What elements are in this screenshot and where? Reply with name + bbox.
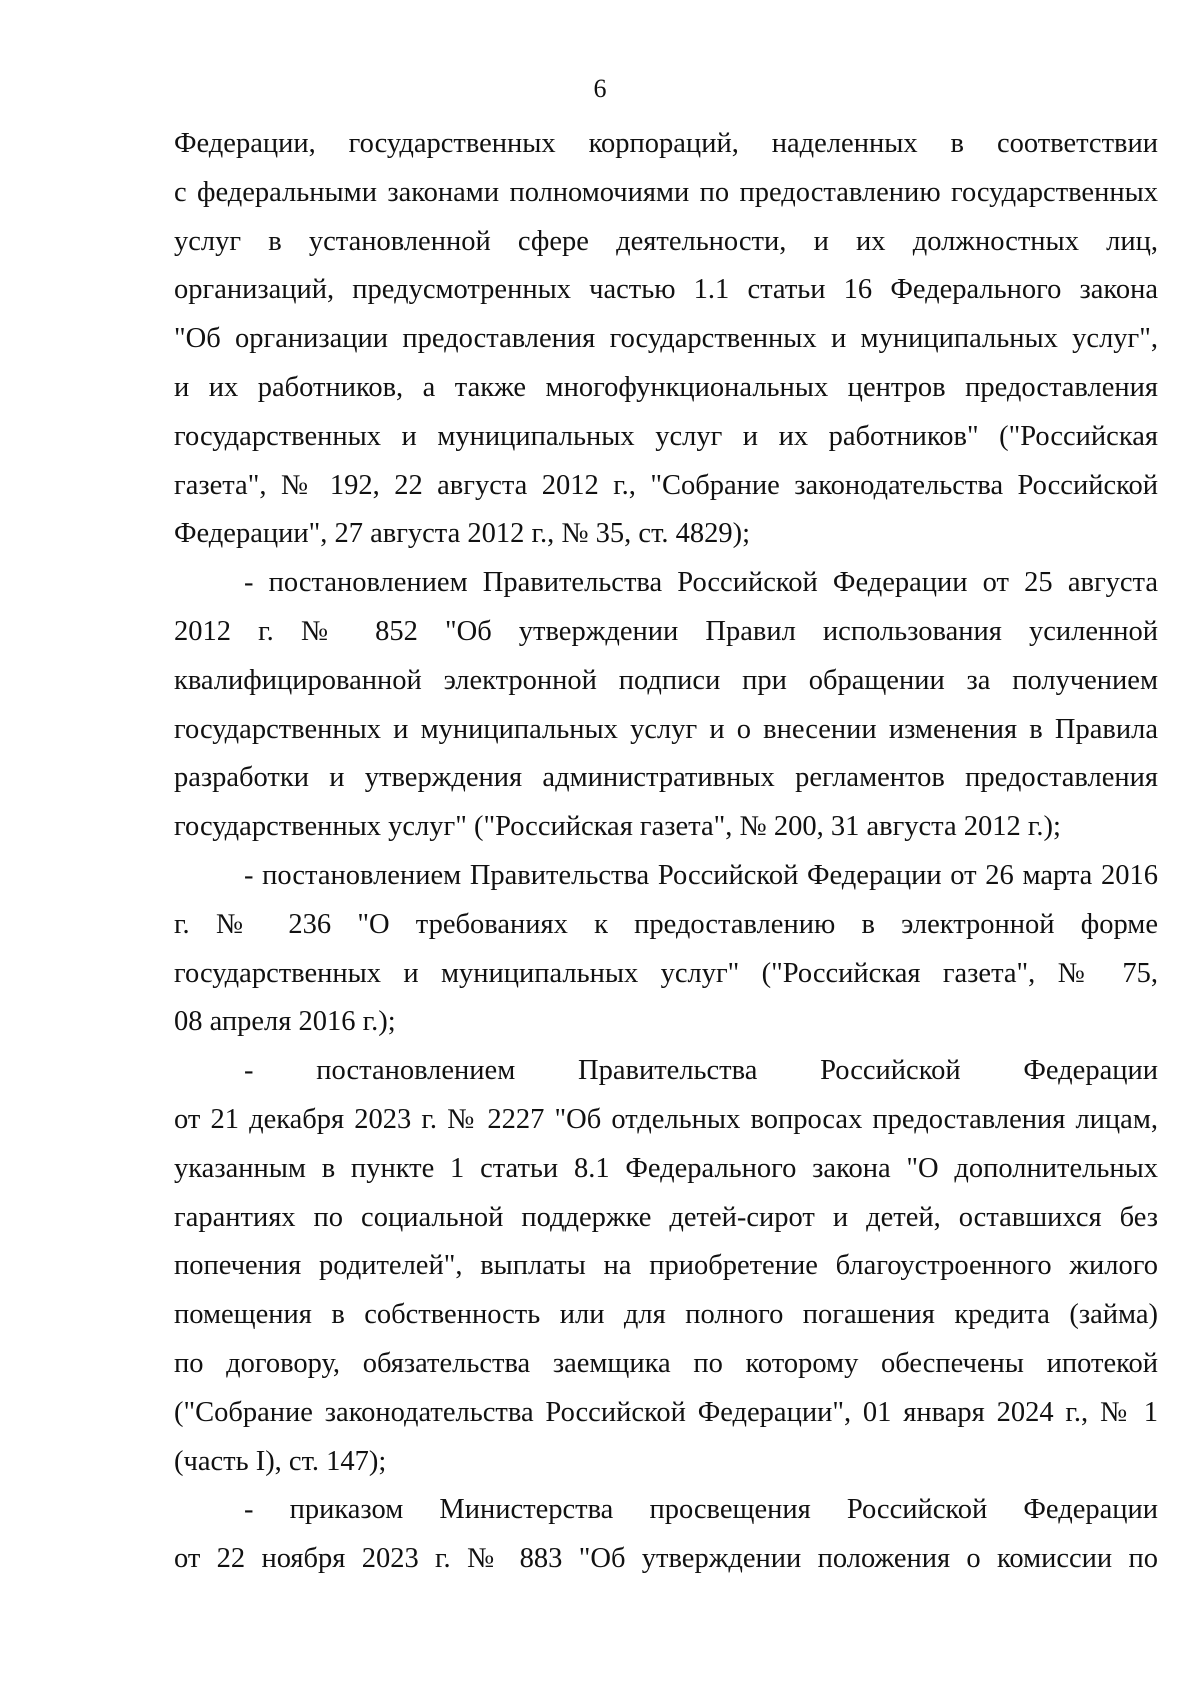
document-body (174, 120, 1158, 1584)
text-line: - приказом Министерства просвещения Российской Федерации (244, 1494, 1158, 1526)
text-line: газета", № 192, 22 августа 2012 г., "Собрание законодательства Российской (174, 469, 1158, 501)
page-number: 6 (593, 74, 607, 103)
text-line: - постановлением Правительства Российской Федерации (244, 1055, 1158, 1087)
text-line: Федерации", 27 августа 2012 г., № 35, ст. 4829); (174, 518, 751, 550)
text-line: "Об организации предоставления государственных и муниципальных услуг", (174, 323, 1158, 355)
text-line: 2012 г. № 852 "Об утверждении Правил использования усиленной (174, 615, 1158, 647)
text-line: г. № 236 "О требованиях к предоставлению в электронной форме (174, 908, 1158, 940)
text-line: помещения в собственность или для полного погашения кредита (займа) (174, 1299, 1158, 1331)
text-line: - постановлением Правительства Российской Федерации от 25 августа (244, 567, 1158, 599)
text-line: организаций, предусмотренных частью 1.1 статьи 16 Федерального закона (174, 274, 1158, 306)
text-line: государственных услуг" ("Российская газета", № 200, 31 августа 2012 г.); (174, 811, 1061, 843)
text-line: от 21 декабря 2023 г. № 2227 "Об отдельных вопросах предоставления лицам, (174, 1103, 1158, 1135)
text-line: попечения родителей", выплаты на приобретение благоустроенного жилого (174, 1250, 1158, 1282)
text-line: государственных и муниципальных услуг" ("Российская газета", № 75, (174, 957, 1158, 989)
text-line: и их работников, а также многофункциональных центров предоставления (174, 371, 1158, 403)
text-line: Федерации, государственных корпораций, наделенных в соответствии (174, 128, 1158, 159)
text-line: ("Собрание законодательства Российской Федерации", 01 января 2024 г., № 1 (174, 1396, 1158, 1428)
text-line: услуг в установленной сфере деятельности, и их должностных лиц, (174, 225, 1158, 257)
text-line: с федеральными законами полномочиями по предоставлению государственных (174, 176, 1158, 208)
text-line: 08 апреля 2016 г.); (174, 1006, 396, 1038)
text-line: по договору, обязательства заемщика по которому обеспечены ипотекой (174, 1347, 1158, 1379)
text-line: (часть I), ст. 147); (174, 1445, 387, 1477)
text-line: гарантиях по социальной поддержке детей-сирот и детей, оставшихся без (174, 1201, 1158, 1233)
text-line: - постановлением Правительства Российской Федерации от 26 марта 2016 (244, 859, 1158, 891)
text-line: указанным в пункте 1 статьи 8.1 Федерального закона "О дополнительных (174, 1152, 1158, 1184)
text-line: квалифицированной электронной подписи при обращении за получением (174, 664, 1158, 696)
text-line: от 22 ноября 2023 г. № 883 "Об утверждении положения о комиссии по (174, 1543, 1158, 1575)
text-line: государственных и муниципальных услуг и о внесении изменения в Правила (174, 713, 1158, 745)
text-line: разработки и утверждения административных регламентов предоставления (174, 762, 1158, 794)
text-line: государственных и муниципальных услуг и их работников" ("Российская (174, 420, 1158, 452)
